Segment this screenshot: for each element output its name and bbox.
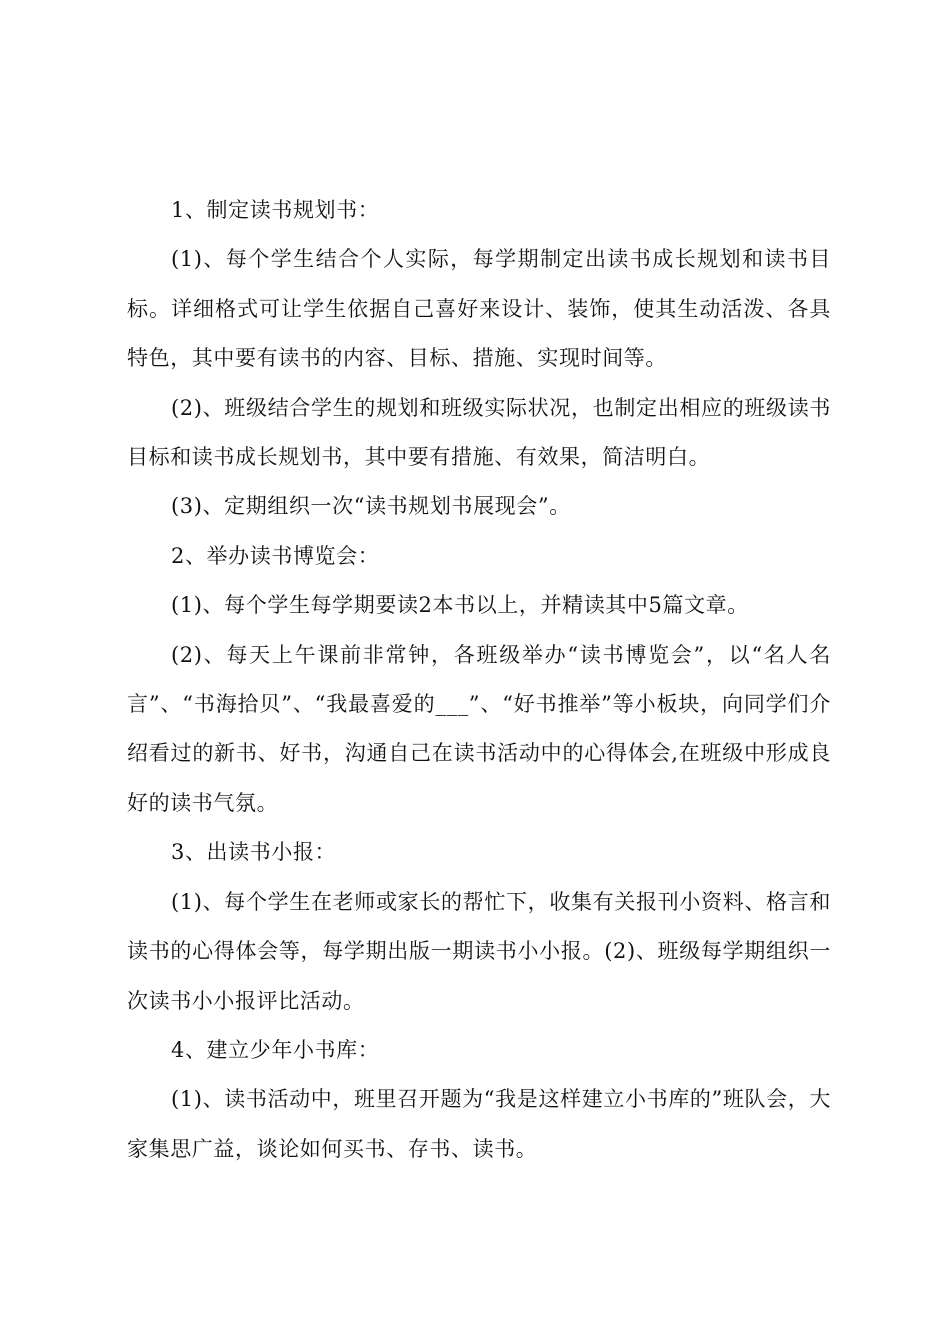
heading-library: 4、建立少年小书库：	[171, 1037, 380, 1062]
paragraph-expo-2: (2)、每天上午课前非常钟，各班级举办“读书博览会”，以“名人名言”、“书海拾贝”、“我最喜爱的___”、“好书推举”等小板块，向同学们介绍看过的新书、好书，沟通自己在读书活动中的心得体会,在班级中形成良好的读书气氛。	[127, 642, 831, 815]
paragraph-expo-1: (1)、每个学生每学期要读2本书以上，并精读其中5篇文章。	[171, 593, 749, 618]
paragraph-library-1: (1)、读书活动中，班里召开题为“我是这样建立小书库的”班队会，大家集思广益，谈论如何买书、存书、读书。	[127, 1087, 831, 1161]
heading-plan: 1、制定读书规划书：	[171, 198, 380, 222]
paragraph-plan-2: (2)、班级结合学生的规划和班级实际状况，也制定出相应的班级读书目标和读书成长规划书，其中要有措施、有效果，简洁明白。	[127, 395, 831, 470]
paragraph-plan-1: (1)、每个学生结合个人实际，每学期制定出读书成长规划和读书目标。详细格式可让学生依据自己喜好来设计、装饰，使其生动活泼、各具特色，其中要有读书的内容、目标、措施、实现时间等。	[127, 247, 831, 371]
paragraph-newsletter-1: (1)、每个学生在老师或家长的帮忙下，收集有关报刊小资料、格言和读书的心得体会等，每学期出版一期读书小小报。(2)、班级每学期组织一次读书小小报评比活动。	[127, 889, 831, 1013]
document-body	[127, 186, 831, 1174]
paragraph-plan-3: (3)、定期组织一次“读书规划书展现会”。	[171, 494, 571, 519]
heading-expo: 2、举办读书博览会：	[171, 543, 380, 568]
heading-newsletter: 3、出读书小报：	[171, 840, 337, 865]
